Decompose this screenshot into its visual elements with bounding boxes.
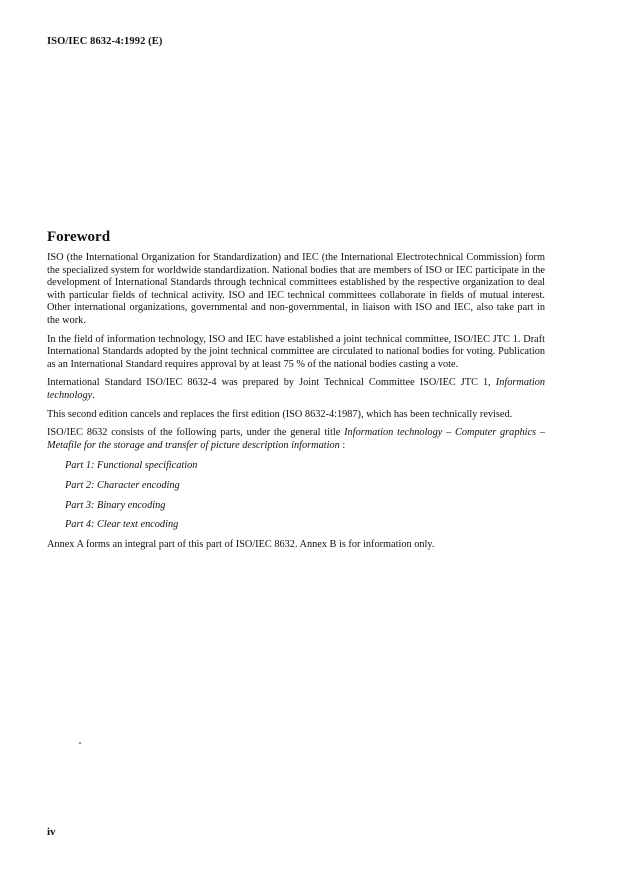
parts-general-title: Information technology – Computer graphics – Metafile for the storage and transfer of picture description information: [47, 427, 545, 451]
prepared-by-subcommittee: Information technology: [47, 377, 545, 401]
list-item-part-4: Part 4: Clear text encoding: [65, 519, 179, 531]
prepared-by-end: .: [92, 389, 95, 401]
parts-intro-end: :: [339, 439, 346, 451]
paragraph-annex: Annex A forms an integral part of this part of ISO/IEC 8632. Annex B is for information only.: [47, 538, 435, 550]
list-item-part-1: Part 1: Functional specification: [65, 460, 198, 472]
paragraph-standardization: ISO (the International Organization for Standardization) and IEC (the International Electrotechnical Commission) form the specialized system for worldwide standardization. National bodies that are members of ISO or IEC participate in the development of International Standards through technical committees established by the respective organization to deal with particular fields of technical activity. ISO and IEC technical committees collaborate in fields of mutual interest. Other international organizations, governmental and non-governmental, in liaison with ISO and IEC, also take part in the work.: [47, 252, 545, 326]
prepared-by-text: International Standard ISO/IEC 8632-4 was prepared by Joint Technical Committee ISO/IEC JTC 1,: [47, 377, 496, 389]
foreword-body: [47, 252, 545, 557]
paragraph-parts-intro: [47, 427, 545, 452]
list-item-part-2: Part 2: Character encoding: [65, 479, 180, 491]
list-item-part-3: Part 3: Binary encoding: [65, 499, 166, 511]
paragraph-prepared-by: [47, 377, 545, 402]
paragraph-edition: This second edition cancels and replaces the first edition (ISO 8632-4:1987), which has been technically revised.: [47, 408, 513, 420]
foreword-heading: Foreword: [47, 229, 111, 245]
page-number: iv: [47, 826, 56, 838]
scan-speck: [79, 742, 81, 744]
parts-intro-text: ISO/IEC 8632 consists of the following parts, under the general title: [47, 427, 345, 439]
paragraph-jtc1: In the field of information technology, ISO and IEC have established a joint technical committee, ISO/IEC JTC 1. Draft International Standards adopted by the joint technical committee are circulated to national bodies for voting. Publication as an International Standard requires approval by at least 75 % of the national bodies casting a vote.: [47, 333, 545, 370]
document-header: ISO/IEC 8632-4:1992 (E): [47, 36, 163, 47]
